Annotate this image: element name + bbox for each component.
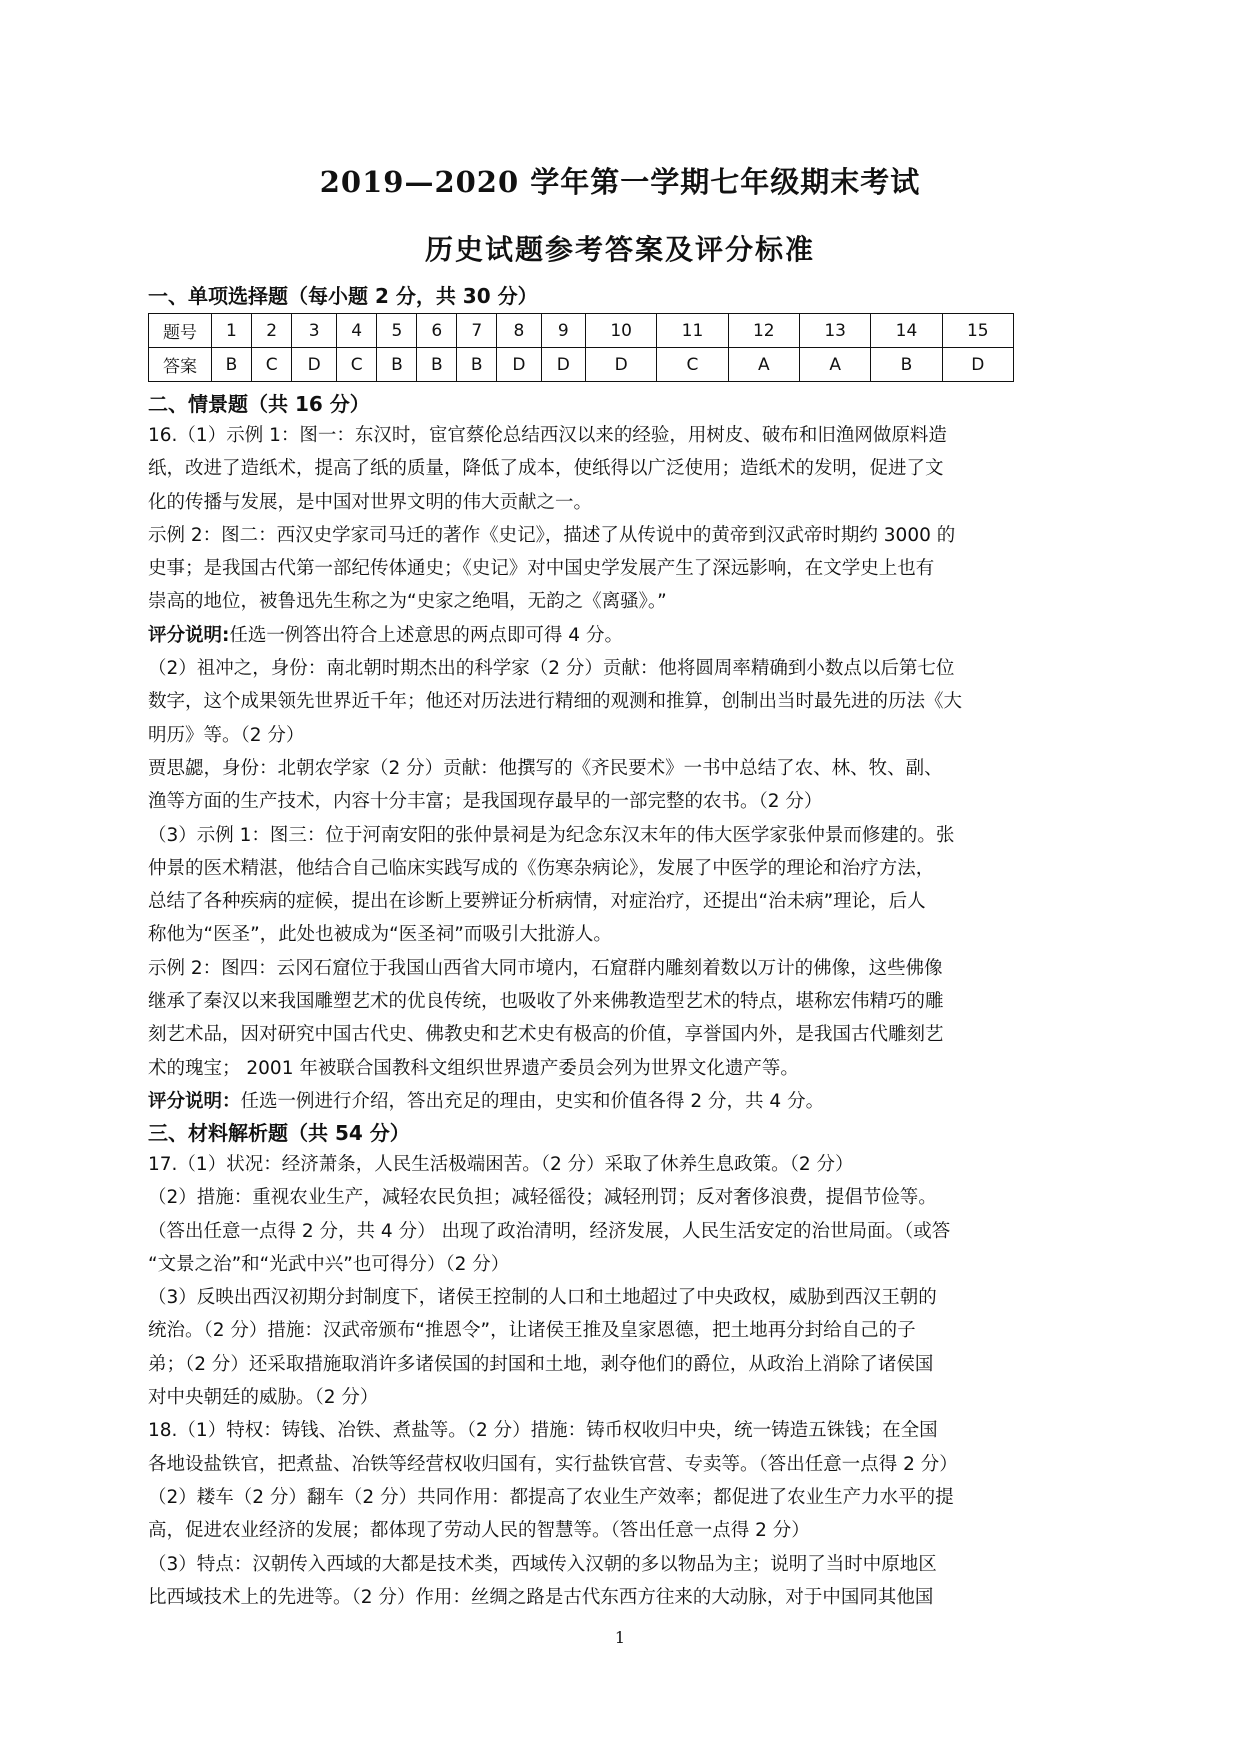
question-number-cell: 11 — [657, 314, 728, 348]
section2-lines-2 — [148, 652, 1098, 1085]
answer-cell: B — [871, 348, 942, 382]
answer-cell: B — [417, 348, 457, 382]
answer-cell: B — [212, 348, 252, 382]
section3-lines — [148, 1148, 1098, 1614]
text-line: 贾思勰，身份：北朝农学家（2 分）贡献：他撰写的《齐民要术》一书中总结了农、林、牧、副、 — [148, 757, 943, 779]
text-line: 称他为“医圣”，此处也被成为“医圣祠”而吸引大批游人。 — [148, 924, 612, 946]
text-line: （3）反映出西汉初期分封制度下，诸侯王控制的人口和土地超过了中央政权，威胁到西汉王朝的 — [148, 1287, 937, 1309]
text-line: 示例 2：图二：西汉史学家司马迁的著作《史记》，描述了从传说中的黄帝到汉武帝时期约 3000 的 — [148, 524, 956, 546]
section2-lines — [148, 419, 1098, 619]
section2-body — [148, 419, 1098, 1118]
text-line: 史事；是我国古代第一部纪传体通史；《史记》对中国史学发展产生了深远影响，在文学史上也有 — [148, 558, 935, 580]
text-line: （3）示例 1：图三：位于河南安阳的张仲景祠是为纪念东汉末年的伟大医学家张仲景而修建的。张 — [148, 824, 955, 846]
text-line: （2）耧车（2 分）翻车（2 分）共同作用：都提高了农业生产效率；都促进了农业生产力水平的提 — [148, 1486, 954, 1508]
text-line: 继承了秦汉以来我国雕塑艺术的优良传统，也吸收了外来佛教造型艺术的特点，堪称宏伟精巧的雕 — [148, 991, 944, 1013]
text-line: 刻艺术品，因对研究中国古代史、佛教史和艺术史有极高的价值，享誉国内外，是我国古代雕刻艺 — [148, 1024, 944, 1046]
question-number-cell: 4 — [336, 314, 377, 348]
answer-cell: A — [799, 348, 870, 382]
page-number: 1 — [614, 1628, 626, 1647]
answer-cell: D — [292, 348, 336, 382]
text-line: 化的传播与发展，是中国对世界文明的伟大贡献之一。 — [148, 491, 593, 513]
question-number-cell: 10 — [585, 314, 656, 348]
text-line: 弟；（2 分）还采取措施取消许多诸侯国的封国和土地，剥夺他们的爵位，从政治上消除了诸侯国 — [148, 1353, 934, 1375]
question-number-cell: 15 — [942, 314, 1013, 348]
text-line: 数字，这个成果领先世界近千年；他还对历法进行精细的观测和推算，创制出当时最先进的历法《大 — [148, 691, 963, 713]
text-line: 纸，改进了造纸术，提高了纸的质量，降低了成本，使纸得以广泛使用；造纸术的发明，促进了文 — [148, 458, 944, 480]
question-number-cell: 7 — [457, 314, 497, 348]
answer-cell: B — [377, 348, 417, 382]
answer-cell: D — [541, 348, 585, 382]
text-line: 术的瑰宝； 2001 年被联合国教科文组织世界遗产委员会列为世界文化遗产等。 — [148, 1057, 799, 1079]
text-line: 17.（1）状况：经济萧条，人民生活极端困苦。（2 分）采取了休养生息政策。（2 分） — [148, 1154, 854, 1175]
scoring-note-label: 评分说明: — [148, 624, 230, 646]
text-line: （2）祖冲之，身份：南北朝时期杰出的科学家（2 分）贡献：他将圆周率精确到小数点以后第七位 — [148, 658, 955, 680]
row-label: 题号 — [149, 314, 212, 348]
question-number-cell: 12 — [728, 314, 799, 348]
scoring-note-text: 任选一例进行介绍，答出充足的理由，史实和价值各得 2 分，共 4 分。 — [240, 1090, 825, 1112]
answer-cell: D — [942, 348, 1013, 382]
text-line: 仲景的医术精湛，他结合自己临床实践写成的《伤寒杂病论》，发展了中医学的理论和治疗方法， — [148, 857, 935, 879]
section1-heading: 一、单项选择题（每小题 2 分，共 30 分） — [148, 284, 538, 308]
text-line: 18.（1）特权：铸钱、冶铁、煮盐等。（2 分）措施：铸币权收归中央，统一铸造五铢钱；在全国 — [148, 1420, 938, 1442]
text-line: 渔等方面的生产技术，内容十分丰富；是我国现存最早的一部完整的农书。（2 分） — [148, 791, 823, 813]
table-row — [149, 348, 1014, 382]
table-row — [149, 314, 1014, 348]
text-line: 明历》等。（2 分） — [148, 724, 305, 746]
scoring-note-label: 评分说明： — [148, 1090, 241, 1112]
answer-table — [148, 313, 1014, 382]
question-number-cell: 14 — [871, 314, 942, 348]
question-number-cell: 2 — [251, 314, 292, 348]
question-number-cell: 3 — [292, 314, 336, 348]
text-line: （答出任意一点得 2 分，共 4 分） 出现了政治清明，经济发展，人民生活安定的治世局面。（或答 — [148, 1220, 951, 1242]
text-line: 统治。（2 分）措施：汉武帝颁布“推恩令”，让诸侯王推及皇家恩德，把土地再分封给自己的子 — [148, 1320, 916, 1342]
section3-body — [148, 1148, 1098, 1614]
answer-cell: B — [457, 348, 497, 382]
question-number-cell: 1 — [212, 314, 252, 348]
question-number-cell: 13 — [799, 314, 870, 348]
exam-subtitle: 历史试题参考答案及评分标准 — [424, 233, 815, 266]
scoring-note-1 — [148, 619, 1098, 652]
text-line: （3）特点：汉朝传入西域的大都是技术类，西域传入汉朝的多以物品为主；说明了当时中原地区 — [148, 1553, 937, 1575]
text-line: 16.（1）示例 1：图一：东汉时，宦官蔡伦总结西汉以来的经验，用树皮、破布和旧渔网做原料造 — [148, 425, 947, 446]
text-line: 崇高的地位，被鲁迅先生称之为“史家之绝唱，无韵之《离骚》。” — [148, 591, 667, 613]
text-line: 各地设盐铁官，把煮盐、冶铁等经营权收归国有，实行盐铁官营、专卖等。（答出任意一点得 2 分） — [148, 1453, 958, 1475]
answer-cell: D — [497, 348, 541, 382]
answer-cell: D — [585, 348, 656, 382]
exam-title: 2019—2020 学年第一学期七年级期末考试 — [319, 165, 921, 199]
answer-cell: C — [336, 348, 377, 382]
answer-cell: C — [251, 348, 292, 382]
answer-cell: C — [657, 348, 728, 382]
text-line: 总结了各种疾病的症候，提出在诊断上要辨证分析病情，对症治疗，还提出“治未病”理论，后人 — [148, 891, 926, 913]
row-label: 答案 — [149, 348, 212, 382]
section2-heading: 二、情景题（共 16 分） — [148, 392, 370, 416]
question-number-cell: 6 — [417, 314, 457, 348]
text-line: 比西域技术上的先进等。（2 分）作用：丝绸之路是古代东西方往来的大动脉，对于中国同其他国 — [148, 1586, 934, 1608]
text-line: （2）措施：重视农业生产，减轻农民负担；减轻徭役；减轻刑罚；反对奢侈浪费，提倡节俭等。 — [148, 1187, 937, 1209]
text-line: 对中央朝廷的威胁。（2 分） — [148, 1387, 379, 1409]
section3-heading: 三、材料解析题（共 54 分） — [148, 1121, 410, 1145]
text-line: 示例 2：图四：云冈石窟位于我国山西省大同市境内，石窟群内雕刻着数以万计的佛像，这些佛像 — [148, 957, 943, 979]
question-number-cell: 9 — [541, 314, 585, 348]
text-line: 高，促进农业经济的发展；都体现了劳动人民的智慧等。（答出任意一点得 2 分） — [148, 1520, 810, 1542]
answer-cell: A — [728, 348, 799, 382]
text-line: “文景之治”和“光武中兴”也可得分）（2 分） — [148, 1253, 510, 1275]
scoring-note-text: 任选一例答出符合上述意思的两点即可得 4 分。 — [229, 624, 623, 646]
question-number-cell: 8 — [497, 314, 541, 348]
question-number-cell: 5 — [377, 314, 417, 348]
scoring-note-2 — [148, 1085, 1098, 1118]
